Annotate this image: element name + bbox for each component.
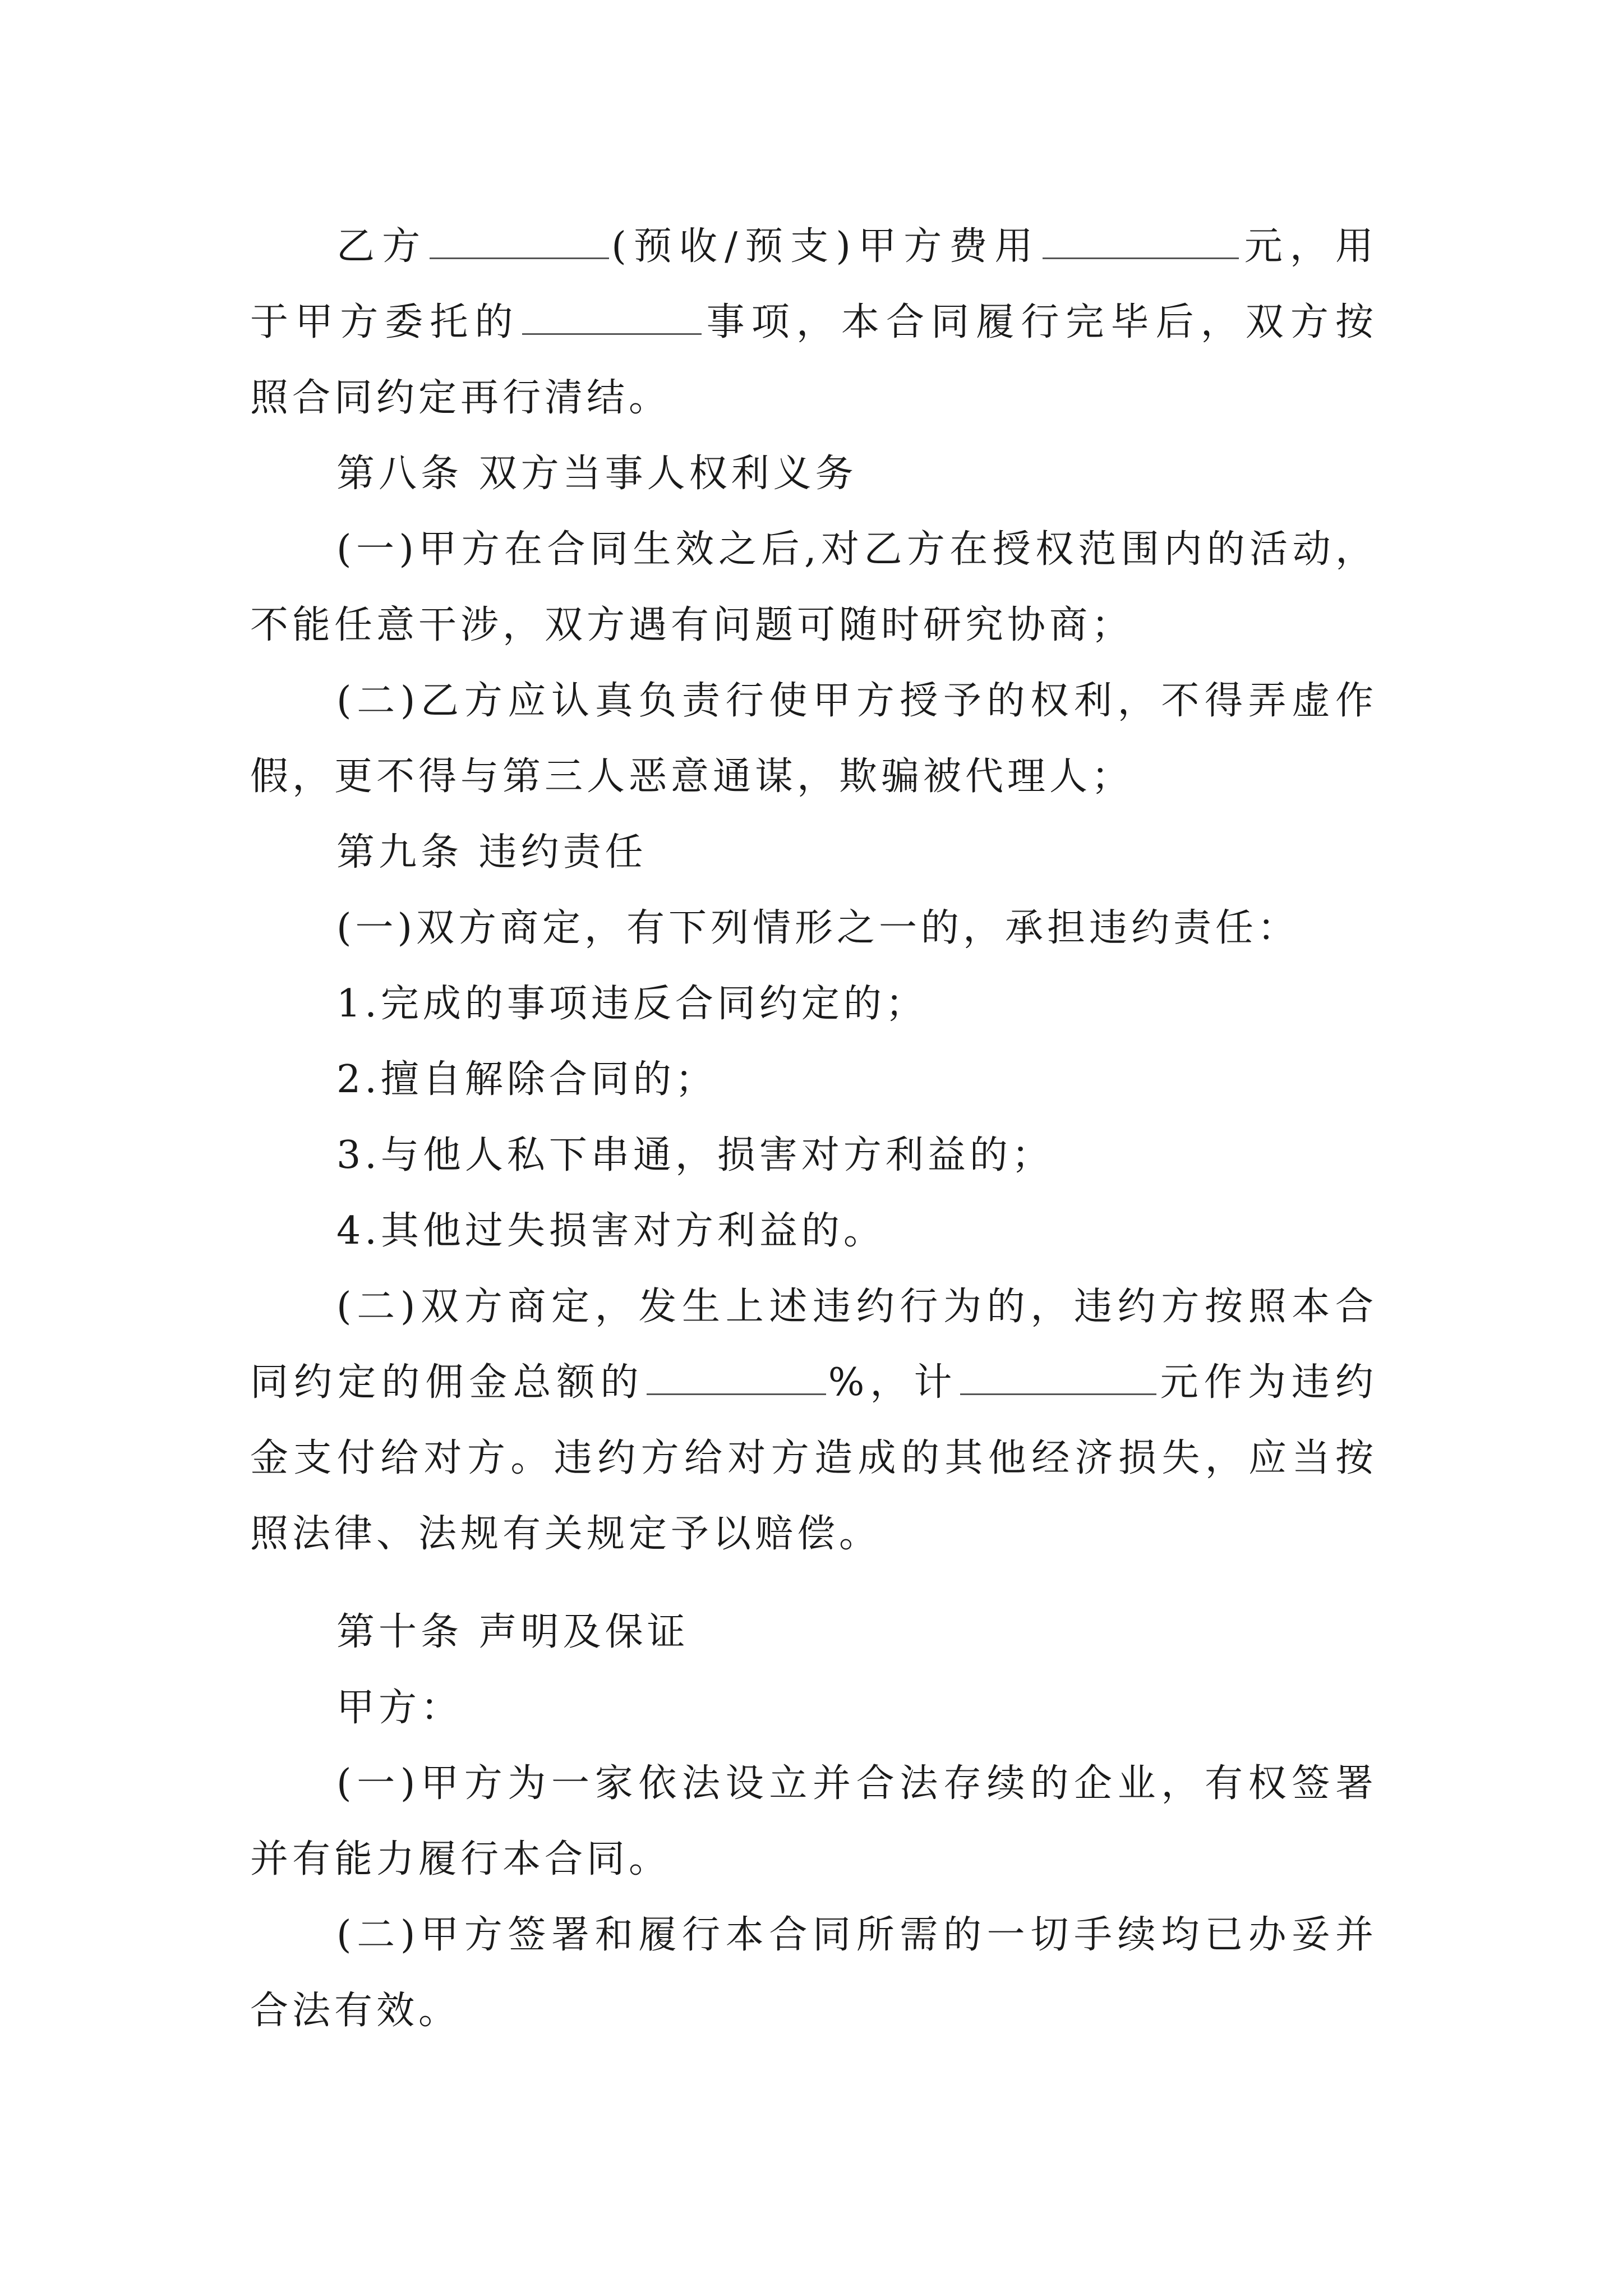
paragraph-line: (一)甲方为一家依法设立并合法存续的企业，有权签署 [336, 1761, 1377, 1806]
fill-in-blank [960, 1393, 1156, 1395]
paragraph-line: 照合同约定再行清结。 [250, 376, 671, 420]
fill-in-blank [430, 257, 609, 259]
fill-in-blank [522, 333, 702, 335]
text-run: 元作为违约 [1158, 1360, 1377, 1405]
list-item: 1.完成的事项违反合同约定的； [336, 982, 928, 1026]
paragraph-line: (一)双方商定，有下列情形之一的，承担违约责任： [336, 906, 1300, 950]
paragraph-line: 不能任意干涉，双方遇有问题可随时研究协商； [250, 603, 1134, 647]
paragraph-line [250, 1349, 1377, 1416]
article-9-heading: 第九条 违约责任 [336, 830, 647, 875]
text-run: 事项，本合同履行完毕后，双方按 [703, 300, 1377, 344]
text-run: 乙方 [336, 224, 428, 269]
text-run: 同约定的佣金总额的 [250, 1360, 644, 1405]
article-8-heading: 第八条 双方当事人权利义务 [336, 452, 857, 496]
paragraph-line [336, 213, 1377, 280]
text-run: (预收/预支)甲方费用 [611, 224, 1040, 269]
paragraph-line: 假，更不得与第三人恶意通谋，欺骗被代理人； [250, 754, 1134, 799]
text-run: 元，用 [1241, 224, 1377, 269]
paragraph-line: (二)乙方应认真负责行使甲方授予的权利，不得弄虚作 [336, 679, 1377, 723]
paragraph-line: 金支付给对方。违约方给对方造成的其他经济损失，应当按 [250, 1436, 1377, 1480]
list-item: 4.其他过失损害对方利益的。 [336, 1209, 886, 1253]
fill-in-blank [647, 1393, 826, 1395]
text-run: %，计 [828, 1360, 958, 1405]
paragraph-line: 合法有效。 [250, 1989, 461, 2033]
article-10-heading: 第十条 声明及保证 [336, 1610, 689, 1654]
text-run: 于甲方委托的 [250, 300, 520, 344]
list-item: 2.擅自解除合同的； [336, 1057, 717, 1102]
paragraph-line: 并有能力履行本合同。 [250, 1837, 671, 1881]
paragraph-line: (二)双方商定，发生上述违约行为的，违约方按照本合 [336, 1285, 1377, 1329]
paragraph-line: (一)甲方在合同生效之后,对乙方在授权范围内的活动， [336, 527, 1377, 572]
party-label: 甲方： [336, 1686, 463, 1730]
paragraph-line [250, 289, 1377, 356]
fill-in-blank [1043, 257, 1239, 259]
paragraph-line: 照法律、法规有关规定予以赔偿。 [250, 1512, 882, 1556]
list-item: 3.与他人私下串通，损害对方利益的； [336, 1133, 1054, 1177]
paragraph-line: (二)甲方签署和履行本合同所需的一切手续均已办妥并 [336, 1913, 1377, 1957]
